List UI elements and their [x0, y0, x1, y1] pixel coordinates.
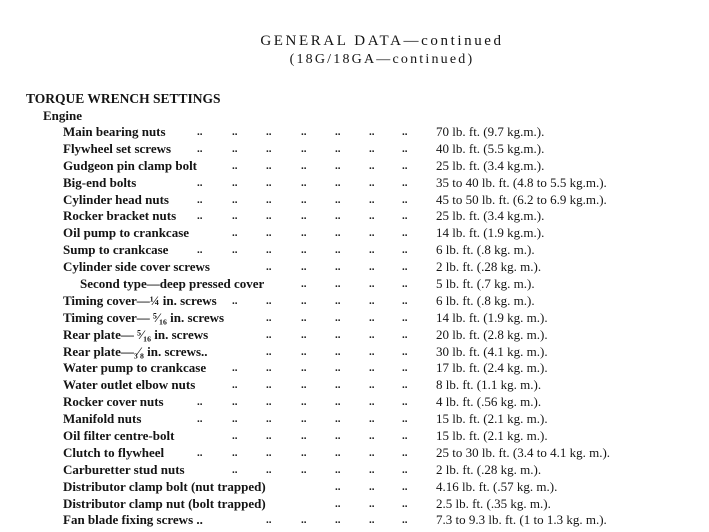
setting-label: Clutch to flywheel: [63, 444, 165, 460]
dot-leader: ..: [266, 294, 272, 307]
dot-leader: ..: [369, 159, 375, 172]
dot-leader: ..: [232, 294, 238, 307]
dot-leader: ..: [369, 379, 375, 392]
dot-leader: ..: [335, 311, 341, 324]
dot-leader: ..: [369, 413, 375, 426]
dot-leader: ..: [402, 446, 408, 459]
dot-leader: ..: [232, 227, 238, 240]
setting-value: 25 lb. ft. (3.4 kg.m.).: [436, 208, 545, 224]
dot-leader: ..: [369, 446, 375, 459]
dot-leader: ..: [402, 294, 408, 307]
dot-leader: ..: [402, 396, 408, 409]
dot-leader: ..: [197, 142, 203, 155]
table-row: [0, 225, 709, 242]
setting-value: 2.5 lb. ft. (.35 kg. m.).: [436, 495, 551, 511]
table-row: [0, 479, 709, 496]
dot-leader: ..: [301, 362, 307, 375]
setting-label: Gudgeon pin clamp bolt: [63, 157, 198, 173]
table-row: [0, 394, 709, 411]
torque-settings-list: [0, 124, 709, 529]
dot-leader: ..: [335, 159, 341, 172]
dot-leader: ..: [402, 328, 408, 341]
table-row: [0, 411, 709, 428]
dot-leader: ..: [402, 210, 408, 223]
dot-leader: ..: [232, 210, 238, 223]
setting-label: Cylinder side cover screws: [63, 259, 210, 275]
setting-label: Rear plate—₃⁄₈ in. screws..: [63, 343, 208, 359]
table-row: [0, 175, 709, 192]
dot-leader: ..: [369, 328, 375, 341]
setting-label: Cylinder head nuts: [63, 191, 169, 207]
table-row: [0, 496, 709, 513]
setting-value: 40 lb. ft. (5.5 kg.m.).: [436, 140, 545, 156]
dot-leader: ..: [301, 227, 307, 240]
setting-value: 14 lb. ft. (1.9 kg. m.).: [436, 309, 548, 325]
dot-leader: ..: [335, 210, 341, 223]
dot-leader: ..: [232, 159, 238, 172]
dot-leader: ..: [335, 396, 341, 409]
page-subtitle: (18G/18GA—continued): [289, 52, 475, 67]
dot-leader: ..: [369, 396, 375, 409]
dot-leader: ..: [197, 396, 203, 409]
dot-leader: ..: [232, 362, 238, 375]
setting-value: 7.3 to 9.3 lb. ft. (1 to 1.3 kg. m.).: [436, 512, 607, 528]
dot-leader: ..: [232, 126, 238, 138]
dot-leader: ..: [266, 227, 272, 240]
dot-leader: ..: [266, 379, 272, 392]
setting-value: 30 lb. ft. (4.1 kg. m.).: [436, 343, 548, 359]
dot-leader: ..: [301, 193, 307, 206]
dot-leader: ..: [197, 176, 203, 189]
dot-leader: ..: [402, 514, 408, 527]
dot-leader: ..: [301, 446, 307, 459]
dot-leader: ..: [335, 514, 341, 527]
dot-leader: ..: [402, 261, 408, 274]
dot-leader: ..: [369, 294, 375, 307]
setting-label: Manifold nuts: [63, 411, 142, 427]
dot-leader: ..: [402, 278, 408, 291]
dot-leader: ..: [369, 497, 375, 510]
dot-leader: ..: [232, 413, 238, 426]
setting-label: Water outlet elbow nuts: [63, 377, 196, 393]
dot-leader: ..: [232, 176, 238, 189]
dot-leader: ..: [335, 497, 341, 510]
setting-value: 70 lb. ft. (9.7 kg.m.).: [436, 124, 545, 139]
dot-leader: ..: [369, 430, 375, 443]
setting-label: Timing cover— ⁵⁄₁₆ in. screws: [63, 309, 225, 325]
dot-leader: ..: [335, 413, 341, 426]
setting-value: 2 lb. ft. (.28 kg. m.).: [436, 461, 542, 477]
dot-leader: ..: [301, 345, 307, 358]
dot-leader: ..: [369, 514, 375, 527]
dot-leader: ..: [266, 311, 272, 324]
dot-leader: ..: [266, 142, 272, 155]
table-row: [0, 310, 709, 327]
dot-leader: ..: [301, 159, 307, 172]
dot-leader: ..: [266, 430, 272, 443]
table-row: [0, 192, 709, 209]
dot-leader: ..: [335, 142, 341, 155]
setting-value: 45 to 50 lb. ft. (6.2 to 6.9 kg.m.).: [436, 191, 607, 207]
dot-leader: ..: [266, 328, 272, 341]
dot-leader: ..: [301, 176, 307, 189]
dot-leader: ..: [335, 176, 341, 189]
dot-leader: ..: [266, 126, 272, 138]
dot-leader: ..: [266, 176, 272, 189]
dot-leader: ..: [197, 193, 203, 206]
dot-leader: ..: [197, 210, 203, 223]
table-row: [0, 276, 709, 293]
dot-leader: ..: [402, 413, 408, 426]
table-row: [0, 141, 709, 158]
table-row: [0, 242, 709, 259]
table-row: [0, 428, 709, 445]
table-row: [0, 293, 709, 310]
setting-label: Oil filter centre-bolt: [63, 428, 175, 444]
dot-leader: ..: [335, 362, 341, 375]
dot-leader: ..: [402, 379, 408, 392]
table-row: [0, 344, 709, 361]
dot-leader: ..: [232, 446, 238, 459]
dot-leader: ..: [369, 278, 375, 291]
dot-leader: ..: [266, 261, 272, 274]
dot-leader: ..: [369, 244, 375, 257]
dot-leader: ..: [369, 193, 375, 206]
dot-leader: ..: [301, 328, 307, 341]
setting-value: 6 lb. ft. (.8 kg. m.).: [436, 242, 535, 258]
dot-leader: ..: [335, 227, 341, 240]
dot-leader: ..: [335, 261, 341, 274]
table-row: [0, 377, 709, 394]
section-subheading: Engine: [43, 108, 83, 123]
dot-leader: ..: [301, 379, 307, 392]
dot-leader: ..: [369, 480, 375, 493]
table-row: [0, 124, 709, 141]
table-row: [0, 259, 709, 276]
dot-leader: ..: [197, 413, 203, 426]
table-row: [0, 462, 709, 479]
dot-leader: ..: [266, 463, 272, 476]
setting-label: Rear plate— ⁵⁄₁₆ in. screws: [63, 326, 209, 342]
setting-label: Oil pump to crankcase: [63, 225, 190, 241]
table-row: [0, 158, 709, 175]
setting-value: 20 lb. ft. (2.8 kg. m.).: [436, 326, 548, 342]
setting-value: 25 to 30 lb. ft. (3.4 to 4.1 kg. m.).: [436, 444, 611, 460]
section-heading: TORQUE WRENCH SETTINGS: [26, 91, 221, 106]
setting-label: Carburetter stud nuts: [63, 461, 185, 477]
dot-leader: ..: [402, 176, 408, 189]
dot-leader: ..: [266, 210, 272, 223]
dot-leader: ..: [197, 126, 203, 138]
dot-leader: ..: [301, 514, 307, 527]
dot-leader: ..: [402, 193, 408, 206]
dot-leader: ..: [301, 210, 307, 223]
setting-value: 2 lb. ft. (.28 kg. m.).: [436, 259, 542, 275]
setting-value: 5 lb. ft. (.7 kg. m.).: [436, 276, 535, 292]
setting-label: Distributor clamp nut (bolt trapped): [63, 495, 266, 511]
dot-leader: ..: [369, 176, 375, 189]
setting-value: 4 lb. ft. (.56 kg. m.).: [436, 394, 542, 410]
dot-leader: ..: [266, 514, 272, 527]
dot-leader: ..: [369, 142, 375, 155]
dot-leader: ..: [197, 244, 203, 257]
dot-leader: ..: [335, 430, 341, 443]
dot-leader: ..: [232, 430, 238, 443]
dot-leader: ..: [335, 379, 341, 392]
dot-leader: ..: [301, 294, 307, 307]
dot-leader: ..: [301, 142, 307, 155]
dot-leader: ..: [369, 362, 375, 375]
page-title: GENERAL DATA—continued: [260, 33, 504, 49]
dot-leader: ..: [335, 193, 341, 206]
setting-label: Distributor clamp bolt (nut trapped): [63, 478, 266, 494]
dot-leader: ..: [266, 413, 272, 426]
table-row: [0, 445, 709, 462]
dot-leader: ..: [266, 159, 272, 172]
dot-leader: ..: [266, 362, 272, 375]
dot-leader: ..: [335, 463, 341, 476]
dot-leader: ..: [197, 446, 203, 459]
dot-leader: ..: [232, 142, 238, 155]
table-row: [0, 327, 709, 344]
dot-leader: ..: [369, 261, 375, 274]
dot-leader: ..: [402, 362, 408, 375]
dot-leader: ..: [232, 396, 238, 409]
dot-leader: ..: [402, 126, 408, 138]
table-row: [0, 208, 709, 225]
dot-leader: ..: [266, 193, 272, 206]
dot-leader: ..: [402, 244, 408, 257]
dot-leader: ..: [402, 159, 408, 172]
dot-leader: ..: [232, 463, 238, 476]
setting-label: Timing cover—¼ in. screws: [63, 292, 217, 308]
dot-leader: ..: [335, 480, 341, 493]
dot-leader: ..: [335, 328, 341, 341]
dot-leader: ..: [335, 446, 341, 459]
dot-leader: ..: [266, 244, 272, 257]
dot-leader: ..: [369, 227, 375, 240]
dot-leader: ..: [266, 396, 272, 409]
setting-label: Rocker bracket nuts: [63, 208, 177, 224]
dot-leader: ..: [369, 463, 375, 476]
dot-leader: ..: [232, 193, 238, 206]
setting-label: Big-end bolts: [63, 174, 137, 190]
setting-value: 4.16 lb. ft. (.57 kg. m.).: [436, 478, 558, 494]
setting-value: 15 lb. ft. (2.1 kg. m.).: [436, 428, 548, 444]
setting-value: 17 lb. ft. (2.4 kg. m.).: [436, 360, 548, 376]
setting-value: 25 lb. ft. (3.4 kg.m.).: [436, 157, 545, 173]
dot-leader: ..: [335, 278, 341, 291]
dot-leader: ..: [402, 311, 408, 324]
dot-leader: ..: [301, 261, 307, 274]
setting-label: Fan blade fixing screws ..: [63, 512, 203, 528]
dot-leader: ..: [301, 244, 307, 257]
dot-leader: ..: [335, 244, 341, 257]
dot-leader: ..: [402, 142, 408, 155]
dot-leader: ..: [301, 396, 307, 409]
dot-leader: ..: [301, 463, 307, 476]
table-row: [0, 360, 709, 377]
dot-leader: ..: [335, 345, 341, 358]
table-row: [0, 512, 709, 529]
dot-leader: ..: [335, 126, 341, 138]
dot-leader: ..: [402, 480, 408, 493]
setting-value: 15 lb. ft. (2.1 kg. m.).: [436, 411, 548, 427]
dot-leader: ..: [402, 497, 408, 510]
setting-label: Sump to crankcase: [63, 242, 169, 258]
dot-leader: ..: [369, 311, 375, 324]
setting-value: 8 lb. ft. (1.1 kg. m.).: [436, 377, 542, 393]
dot-leader: ..: [266, 446, 272, 459]
dot-leader: ..: [335, 294, 341, 307]
setting-label: Water pump to crankcase: [63, 360, 207, 376]
setting-value: 6 lb. ft. (.8 kg. m.).: [436, 292, 535, 308]
dot-leader: ..: [402, 227, 408, 240]
setting-value: 14 lb. ft. (1.9 kg.m.).: [436, 225, 545, 241]
dot-leader: ..: [301, 430, 307, 443]
dot-leader: ..: [301, 126, 307, 138]
dot-leader: ..: [369, 210, 375, 223]
dot-leader: ..: [369, 345, 375, 358]
dot-leader: ..: [232, 244, 238, 257]
dot-leader: ..: [301, 311, 307, 324]
setting-label: Flywheel set screws: [63, 140, 172, 156]
dot-leader: ..: [402, 345, 408, 358]
setting-value: 35 to 40 lb. ft. (4.8 to 5.5 kg.m.).: [436, 174, 607, 190]
dot-leader: ..: [369, 126, 375, 138]
dot-leader: ..: [402, 463, 408, 476]
dot-leader: ..: [402, 430, 408, 443]
setting-label: Second type—deep pressed cover: [80, 276, 265, 292]
dot-leader: ..: [301, 278, 307, 291]
setting-label: Main bearing nuts: [63, 124, 166, 139]
dot-leader: ..: [266, 345, 272, 358]
setting-label: Rocker cover nuts: [63, 394, 164, 410]
dot-leader: ..: [301, 413, 307, 426]
dot-leader: ..: [232, 379, 238, 392]
